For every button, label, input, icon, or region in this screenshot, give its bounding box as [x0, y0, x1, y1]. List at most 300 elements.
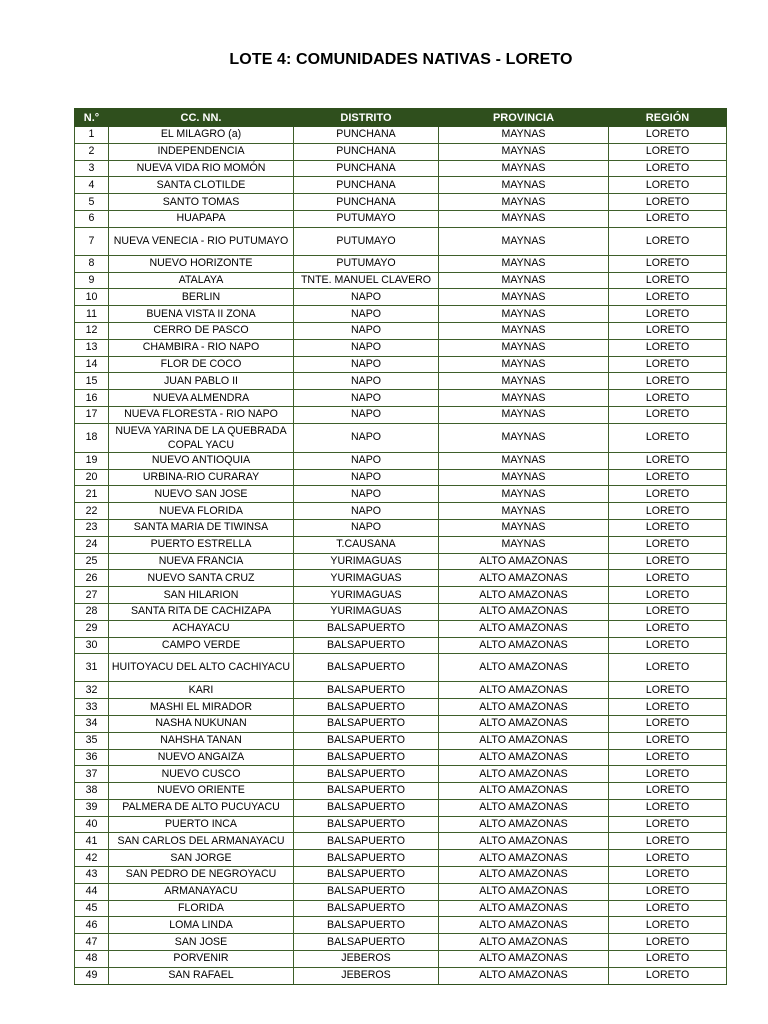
cell-community-name: CHAMBIRA - RIO NAPO — [109, 339, 294, 356]
cell-district: BALSAPUERTO — [294, 699, 439, 716]
cell-province: ALTO AMAZONAS — [439, 570, 609, 587]
cell-community-name: NUEVA FLORIDA — [109, 503, 294, 520]
cell-district: NAPO — [294, 452, 439, 469]
cell-community-name: NUEVA VENECIA - RIO PUTUMAYO — [109, 227, 294, 255]
cell-province: MAYNAS — [439, 160, 609, 177]
cell-community-name: ACHAYACU — [109, 620, 294, 637]
cell-region: LORETO — [609, 272, 727, 289]
cell-number: 29 — [75, 620, 109, 637]
cell-province: MAYNAS — [439, 503, 609, 520]
cell-district: JEBEROS — [294, 967, 439, 984]
cell-province: ALTO AMAZONAS — [439, 900, 609, 917]
table-row — [75, 699, 727, 716]
cell-province: MAYNAS — [439, 127, 609, 144]
table-row — [75, 306, 727, 323]
table-row — [75, 603, 727, 620]
cell-number: 2 — [75, 143, 109, 160]
cell-district: BALSAPUERTO — [294, 917, 439, 934]
cell-district: PUNCHANA — [294, 177, 439, 194]
table-row — [75, 715, 727, 732]
cell-community-name: CAMPO VERDE — [109, 637, 294, 654]
cell-region: LORETO — [609, 867, 727, 884]
cell-region: LORETO — [609, 210, 727, 227]
table-row — [75, 519, 727, 536]
cell-province: ALTO AMAZONAS — [439, 603, 609, 620]
cell-community-name: NUEVA YARINA DE LA QUEBRADA COPAL YACU — [109, 423, 294, 452]
cell-number: 5 — [75, 194, 109, 211]
cell-district: YURIMAGUAS — [294, 570, 439, 587]
cell-region: LORETO — [609, 519, 727, 536]
cell-district: NAPO — [294, 423, 439, 452]
cell-community-name: PUERTO INCA — [109, 816, 294, 833]
cell-province: ALTO AMAZONAS — [439, 867, 609, 884]
cell-number: 37 — [75, 766, 109, 783]
cell-region: LORETO — [609, 967, 727, 984]
cell-district: YURIMAGUAS — [294, 553, 439, 570]
table-row — [75, 406, 727, 423]
table-row — [75, 833, 727, 850]
cell-district: YURIMAGUAS — [294, 587, 439, 604]
cell-district: TNTE. MANUEL CLAVERO — [294, 272, 439, 289]
cell-community-name: NUEVA FRANCIA — [109, 553, 294, 570]
cell-number: 34 — [75, 715, 109, 732]
cell-community-name: PALMERA DE ALTO PUCUYACU — [109, 799, 294, 816]
cell-community-name: SANTO TOMAS — [109, 194, 294, 211]
cell-province: MAYNAS — [439, 210, 609, 227]
table-row — [75, 503, 727, 520]
page-title: LOTE 4: COMUNIDADES NATIVAS - LORETO — [229, 51, 573, 68]
cell-community-name: SAN RAFAEL — [109, 967, 294, 984]
table-row — [75, 749, 727, 766]
cell-community-name: ARMANAYACU — [109, 883, 294, 900]
cell-community-name: NUEVA VIDA RIO MOMÓN — [109, 160, 294, 177]
cell-number: 21 — [75, 486, 109, 503]
cell-region: LORETO — [609, 783, 727, 800]
table-row — [75, 900, 727, 917]
cell-region: LORETO — [609, 749, 727, 766]
cell-province: ALTO AMAZONAS — [439, 620, 609, 637]
table-row — [75, 452, 727, 469]
cell-province: MAYNAS — [439, 423, 609, 452]
cell-district: T.CAUSANA — [294, 536, 439, 553]
table-row — [75, 682, 727, 699]
cell-number: 7 — [75, 227, 109, 255]
cell-community-name: SAN JOSE — [109, 934, 294, 951]
header-community: CC. NN. — [109, 109, 294, 127]
cell-number: 22 — [75, 503, 109, 520]
cell-district: NAPO — [294, 486, 439, 503]
cell-community-name: NUEVO HORIZONTE — [109, 255, 294, 272]
table-row — [75, 620, 727, 637]
cell-region: LORETO — [609, 816, 727, 833]
cell-region: LORETO — [609, 406, 727, 423]
cell-district: BALSAPUERTO — [294, 637, 439, 654]
cell-province: ALTO AMAZONAS — [439, 917, 609, 934]
table-row — [75, 272, 727, 289]
cell-community-name: LOMA LINDA — [109, 917, 294, 934]
cell-region: LORETO — [609, 715, 727, 732]
cell-district: BALSAPUERTO — [294, 620, 439, 637]
cell-region: LORETO — [609, 553, 727, 570]
cell-district: PUNCHANA — [294, 160, 439, 177]
cell-number: 30 — [75, 637, 109, 654]
cell-district: BALSAPUERTO — [294, 715, 439, 732]
cell-number: 3 — [75, 160, 109, 177]
table-row — [75, 536, 727, 553]
cell-province: ALTO AMAZONAS — [439, 699, 609, 716]
table-row — [75, 469, 727, 486]
cell-province: ALTO AMAZONAS — [439, 850, 609, 867]
cell-community-name: INDEPENDENCIA — [109, 143, 294, 160]
table-row — [75, 289, 727, 306]
cell-number: 40 — [75, 816, 109, 833]
cell-province: MAYNAS — [439, 289, 609, 306]
cell-community-name: SANTA RITA DE CACHIZAPA — [109, 603, 294, 620]
cell-community-name: URBINA-RIO CURARAY — [109, 469, 294, 486]
cell-region: LORETO — [609, 306, 727, 323]
cell-province: ALTO AMAZONAS — [439, 553, 609, 570]
cell-district: PUTUMAYO — [294, 255, 439, 272]
cell-region: LORETO — [609, 536, 727, 553]
cell-province: ALTO AMAZONAS — [439, 833, 609, 850]
cell-number: 11 — [75, 306, 109, 323]
cell-region: LORETO — [609, 390, 727, 407]
cell-district: NAPO — [294, 503, 439, 520]
cell-community-name: SANTA CLOTILDE — [109, 177, 294, 194]
cell-province: ALTO AMAZONAS — [439, 951, 609, 968]
cell-community-name: HUAPAPA — [109, 210, 294, 227]
cell-district: PUTUMAYO — [294, 227, 439, 255]
cell-province: MAYNAS — [439, 406, 609, 423]
cell-community-name: EL MILAGRO (a) — [109, 127, 294, 144]
cell-community-name: NUEVO SANTA CRUZ — [109, 570, 294, 587]
cell-region: LORETO — [609, 339, 727, 356]
cell-district: NAPO — [294, 406, 439, 423]
cell-region: LORETO — [609, 143, 727, 160]
table-row — [75, 917, 727, 934]
cell-community-name: NUEVO SAN JOSE — [109, 486, 294, 503]
cell-number: 36 — [75, 749, 109, 766]
cell-region: LORETO — [609, 654, 727, 682]
cell-district: NAPO — [294, 289, 439, 306]
table-row — [75, 160, 727, 177]
cell-number: 32 — [75, 682, 109, 699]
cell-region: LORETO — [609, 850, 727, 867]
cell-district: JEBEROS — [294, 951, 439, 968]
cell-region: LORETO — [609, 356, 727, 373]
table-row — [75, 255, 727, 272]
table-row — [75, 867, 727, 884]
cell-province: MAYNAS — [439, 306, 609, 323]
table-row — [75, 322, 727, 339]
cell-region: LORETO — [609, 194, 727, 211]
header-number: N.° — [75, 109, 109, 127]
cell-district: NAPO — [294, 322, 439, 339]
cell-region: LORETO — [609, 682, 727, 699]
cell-number: 26 — [75, 570, 109, 587]
cell-community-name: JUAN PABLO II — [109, 373, 294, 390]
cell-province: MAYNAS — [439, 519, 609, 536]
cell-community-name: FLOR DE COCO — [109, 356, 294, 373]
cell-number: 4 — [75, 177, 109, 194]
cell-district: NAPO — [294, 373, 439, 390]
cell-number: 8 — [75, 255, 109, 272]
cell-community-name: NUEVO ANGAIZA — [109, 749, 294, 766]
cell-number: 1 — [75, 127, 109, 144]
table-header-row — [75, 109, 727, 127]
cell-region: LORETO — [609, 255, 727, 272]
cell-province: MAYNAS — [439, 322, 609, 339]
table-row — [75, 587, 727, 604]
table-row — [75, 850, 727, 867]
cell-province: ALTO AMAZONAS — [439, 654, 609, 682]
table-row — [75, 570, 727, 587]
cell-region: LORETO — [609, 289, 727, 306]
cell-province: ALTO AMAZONAS — [439, 934, 609, 951]
cell-number: 38 — [75, 783, 109, 800]
cell-number: 23 — [75, 519, 109, 536]
cell-district: BALSAPUERTO — [294, 833, 439, 850]
cell-number: 41 — [75, 833, 109, 850]
cell-region: LORETO — [609, 177, 727, 194]
cell-number: 43 — [75, 867, 109, 884]
table-row — [75, 766, 727, 783]
table-row — [75, 486, 727, 503]
cell-number: 6 — [75, 210, 109, 227]
table-row — [75, 423, 727, 452]
cell-number: 27 — [75, 587, 109, 604]
cell-district: BALSAPUERTO — [294, 732, 439, 749]
cell-community-name: NUEVO ANTIOQUIA — [109, 452, 294, 469]
cell-community-name: BERLIN — [109, 289, 294, 306]
cell-region: LORETO — [609, 373, 727, 390]
cell-district: NAPO — [294, 339, 439, 356]
cell-number: 18 — [75, 423, 109, 452]
cell-province: MAYNAS — [439, 255, 609, 272]
cell-district: BALSAPUERTO — [294, 816, 439, 833]
cell-province: MAYNAS — [439, 486, 609, 503]
table-row — [75, 951, 727, 968]
cell-region: LORETO — [609, 900, 727, 917]
cell-district: BALSAPUERTO — [294, 883, 439, 900]
cell-district: BALSAPUERTO — [294, 799, 439, 816]
cell-number: 25 — [75, 553, 109, 570]
table-row — [75, 356, 727, 373]
cell-district: NAPO — [294, 390, 439, 407]
table-row — [75, 210, 727, 227]
cell-province: MAYNAS — [439, 356, 609, 373]
cell-region: LORETO — [609, 423, 727, 452]
cell-region: LORETO — [609, 637, 727, 654]
cell-community-name: FLORIDA — [109, 900, 294, 917]
cell-number: 48 — [75, 951, 109, 968]
cell-province: ALTO AMAZONAS — [439, 749, 609, 766]
cell-number: 31 — [75, 654, 109, 682]
cell-region: LORETO — [609, 732, 727, 749]
cell-region: LORETO — [609, 699, 727, 716]
table-row — [75, 732, 727, 749]
cell-number: 19 — [75, 452, 109, 469]
cell-province: MAYNAS — [439, 373, 609, 390]
cell-community-name: SAN JORGE — [109, 850, 294, 867]
cell-district: PUTUMAYO — [294, 210, 439, 227]
cell-province: ALTO AMAZONAS — [439, 637, 609, 654]
cell-province: MAYNAS — [439, 272, 609, 289]
cell-province: ALTO AMAZONAS — [439, 967, 609, 984]
cell-province: ALTO AMAZONAS — [439, 732, 609, 749]
cell-district: NAPO — [294, 469, 439, 486]
cell-community-name: NAHSHA TANAN — [109, 732, 294, 749]
cell-number: 33 — [75, 699, 109, 716]
cell-number: 47 — [75, 934, 109, 951]
cell-region: LORETO — [609, 469, 727, 486]
cell-community-name: CERRO DE PASCO — [109, 322, 294, 339]
table-row — [75, 373, 727, 390]
cell-region: LORETO — [609, 503, 727, 520]
cell-community-name: SAN CARLOS DEL ARMANAYACU — [109, 833, 294, 850]
cell-number: 14 — [75, 356, 109, 373]
cell-number: 46 — [75, 917, 109, 934]
table-body — [75, 127, 727, 985]
cell-province: ALTO AMAZONAS — [439, 715, 609, 732]
cell-region: LORETO — [609, 766, 727, 783]
cell-district: BALSAPUERTO — [294, 783, 439, 800]
cell-district: BALSAPUERTO — [294, 900, 439, 917]
cell-community-name: SAN PEDRO DE NEGROYACU — [109, 867, 294, 884]
cell-province: MAYNAS — [439, 227, 609, 255]
cell-number: 12 — [75, 322, 109, 339]
table-row — [75, 654, 727, 682]
cell-province: MAYNAS — [439, 452, 609, 469]
cell-district: NAPO — [294, 519, 439, 536]
cell-number: 45 — [75, 900, 109, 917]
cell-community-name: BUENA VISTA II ZONA — [109, 306, 294, 323]
table-row — [75, 934, 727, 951]
cell-region: LORETO — [609, 883, 727, 900]
table-row — [75, 967, 727, 984]
cell-province: ALTO AMAZONAS — [439, 816, 609, 833]
cell-region: LORETO — [609, 570, 727, 587]
header-region: REGIÓN — [609, 109, 727, 127]
cell-region: LORETO — [609, 452, 727, 469]
cell-district: YURIMAGUAS — [294, 603, 439, 620]
cell-district: NAPO — [294, 306, 439, 323]
cell-community-name: NUEVA ALMENDRA — [109, 390, 294, 407]
cell-community-name: KARI — [109, 682, 294, 699]
cell-province: ALTO AMAZONAS — [439, 766, 609, 783]
cell-province: ALTO AMAZONAS — [439, 799, 609, 816]
cell-district: BALSAPUERTO — [294, 850, 439, 867]
table-row — [75, 227, 727, 255]
cell-district: PUNCHANA — [294, 194, 439, 211]
cell-number: 44 — [75, 883, 109, 900]
cell-number: 10 — [75, 289, 109, 306]
cell-province: ALTO AMAZONAS — [439, 682, 609, 699]
table-row — [75, 783, 727, 800]
cell-region: LORETO — [609, 951, 727, 968]
cell-district: BALSAPUERTO — [294, 766, 439, 783]
table-row — [75, 637, 727, 654]
cell-community-name: ATALAYA — [109, 272, 294, 289]
cell-province: MAYNAS — [439, 469, 609, 486]
cell-province: ALTO AMAZONAS — [439, 883, 609, 900]
table-row — [75, 177, 727, 194]
cell-district: NAPO — [294, 356, 439, 373]
cell-district: PUNCHANA — [294, 143, 439, 160]
cell-district: BALSAPUERTO — [294, 654, 439, 682]
cell-number: 20 — [75, 469, 109, 486]
cell-district: PUNCHANA — [294, 127, 439, 144]
cell-community-name: SAN HILARION — [109, 587, 294, 604]
table-row — [75, 339, 727, 356]
cell-community-name: PUERTO ESTRELLA — [109, 536, 294, 553]
cell-number: 24 — [75, 536, 109, 553]
cell-province: MAYNAS — [439, 177, 609, 194]
cell-region: LORETO — [609, 917, 727, 934]
cell-district: BALSAPUERTO — [294, 749, 439, 766]
cell-region: LORETO — [609, 587, 727, 604]
table-row — [75, 883, 727, 900]
cell-region: LORETO — [609, 934, 727, 951]
cell-number: 15 — [75, 373, 109, 390]
cell-region: LORETO — [609, 833, 727, 850]
cell-region: LORETO — [609, 127, 727, 144]
cell-community-name: NUEVA FLORESTA - RIO NAPO — [109, 406, 294, 423]
cell-number: 42 — [75, 850, 109, 867]
cell-region: LORETO — [609, 160, 727, 177]
cell-district: BALSAPUERTO — [294, 934, 439, 951]
header-province: PROVINCIA — [439, 109, 609, 127]
cell-number: 16 — [75, 390, 109, 407]
cell-region: LORETO — [609, 227, 727, 255]
cell-district: BALSAPUERTO — [294, 682, 439, 699]
cell-region: LORETO — [609, 603, 727, 620]
cell-province: ALTO AMAZONAS — [439, 587, 609, 604]
cell-region: LORETO — [609, 486, 727, 503]
cell-number: 35 — [75, 732, 109, 749]
cell-province: MAYNAS — [439, 143, 609, 160]
cell-province: MAYNAS — [439, 339, 609, 356]
table-row — [75, 127, 727, 144]
table-row — [75, 143, 727, 160]
cell-province: MAYNAS — [439, 536, 609, 553]
cell-region: LORETO — [609, 799, 727, 816]
header-district: DISTRITO — [294, 109, 439, 127]
cell-region: LORETO — [609, 322, 727, 339]
cell-community-name: NUEVO CUSCO — [109, 766, 294, 783]
cell-province: MAYNAS — [439, 390, 609, 407]
table-row — [75, 194, 727, 211]
cell-number: 49 — [75, 967, 109, 984]
cell-number: 13 — [75, 339, 109, 356]
table-row — [75, 390, 727, 407]
cell-community-name: MASHI EL MIRADOR — [109, 699, 294, 716]
cell-number: 39 — [75, 799, 109, 816]
table-row — [75, 816, 727, 833]
table-row — [75, 799, 727, 816]
cell-province: ALTO AMAZONAS — [439, 783, 609, 800]
cell-number: 28 — [75, 603, 109, 620]
cell-number: 17 — [75, 406, 109, 423]
cell-community-name: SANTA MARIA DE TIWINSA — [109, 519, 294, 536]
communities-table — [74, 108, 727, 985]
cell-region: LORETO — [609, 620, 727, 637]
cell-province: MAYNAS — [439, 194, 609, 211]
cell-number: 9 — [75, 272, 109, 289]
cell-community-name: NASHA NUKUNAN — [109, 715, 294, 732]
cell-community-name: NUEVO ORIENTE — [109, 783, 294, 800]
cell-district: BALSAPUERTO — [294, 867, 439, 884]
